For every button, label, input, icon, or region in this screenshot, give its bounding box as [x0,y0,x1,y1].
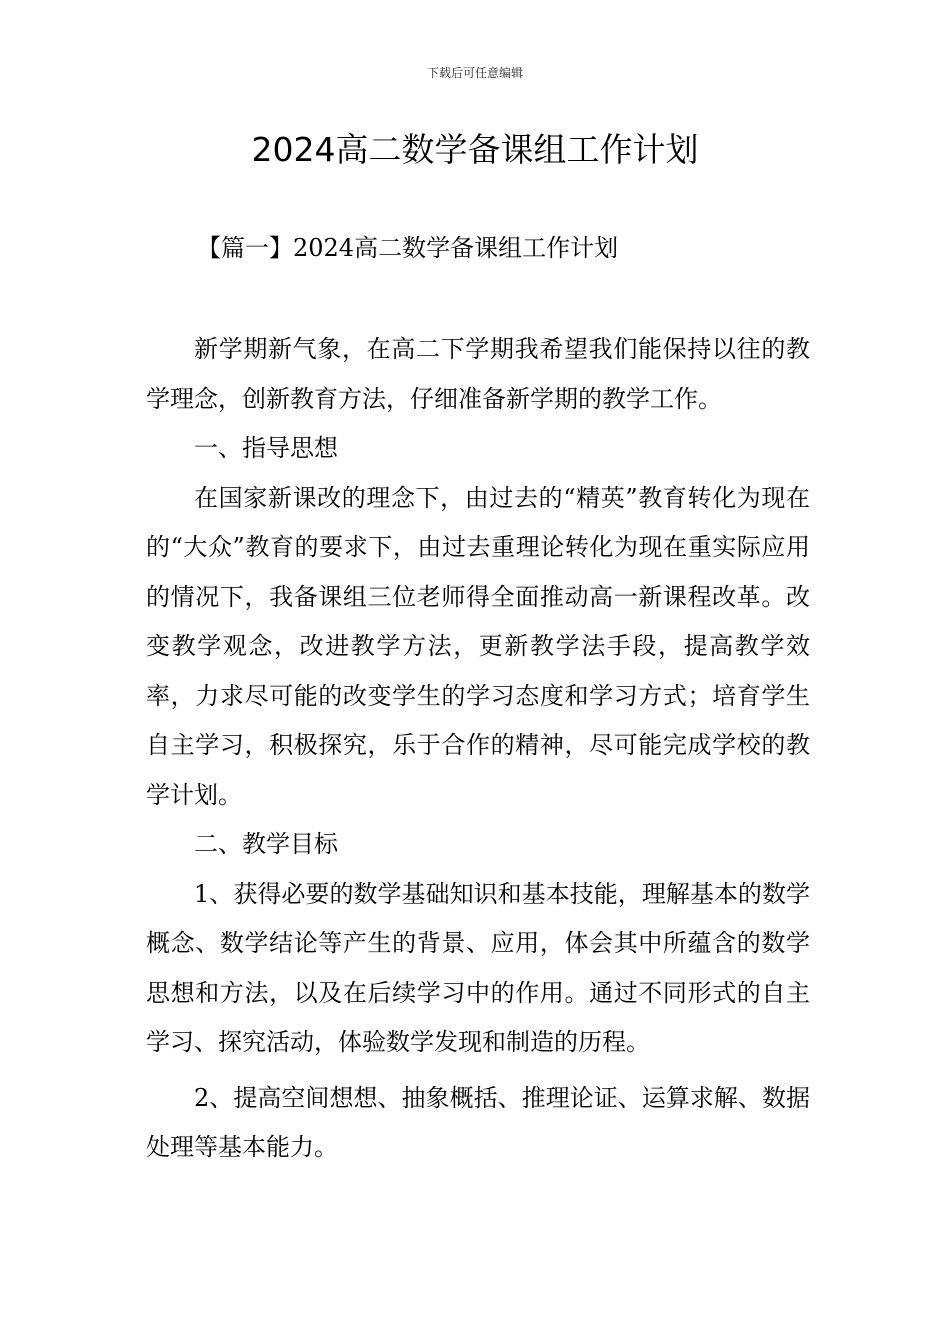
section-heading: 【篇一】2024高二数学备课组工作计划 [197,234,619,262]
document-body [146,325,810,1173]
heading-guiding-ideology: 一、指导思想 [194,434,338,462]
goal-item-2: 2、提高空间想想、抽象概括、推理论证、运算求解、数据处理等基本能力。 [146,1083,810,1161]
goal-item-1: 1、获得必要的数学基础知识和基本技能，理解基本的数学概念、数学结论等产生的背景、应用，体会其中所蕴含的数学思想和方法，以及在后续学习中的作用。通过不同形式的自主学习、探究活动，体验数学发现和制造的历程。 [146,879,810,1056]
intro-paragraph: 新学期新气象，在高二下学期我希望我们能保持以往的教学理念，创新教育方法，仔细准备新学期的教学工作。 [146,335,810,413]
guiding-ideology-paragraph: 在国家新课改的理念下，由过去的“精英”教育转化为现在的“大众”教育的要求下，由过去重理论转化为现在重实际应用的情况下，我备课组三位老师得全面推动高一新课程改革。改变教学观念，改进教学方法，更新教学法手段，提高教学效率，力求尽可能的改变学生的学习态度和学习方式；培育学生自主学习，积极探究，乐于合作的精神，尽可能完成学校的教学计划。 [146,483,810,809]
header-note: 下载后可任意编辑 [426,66,523,80]
document-title: 2024高二数学备课组工作计划 [251,130,699,169]
heading-teaching-goals: 二、教学目标 [194,830,338,858]
